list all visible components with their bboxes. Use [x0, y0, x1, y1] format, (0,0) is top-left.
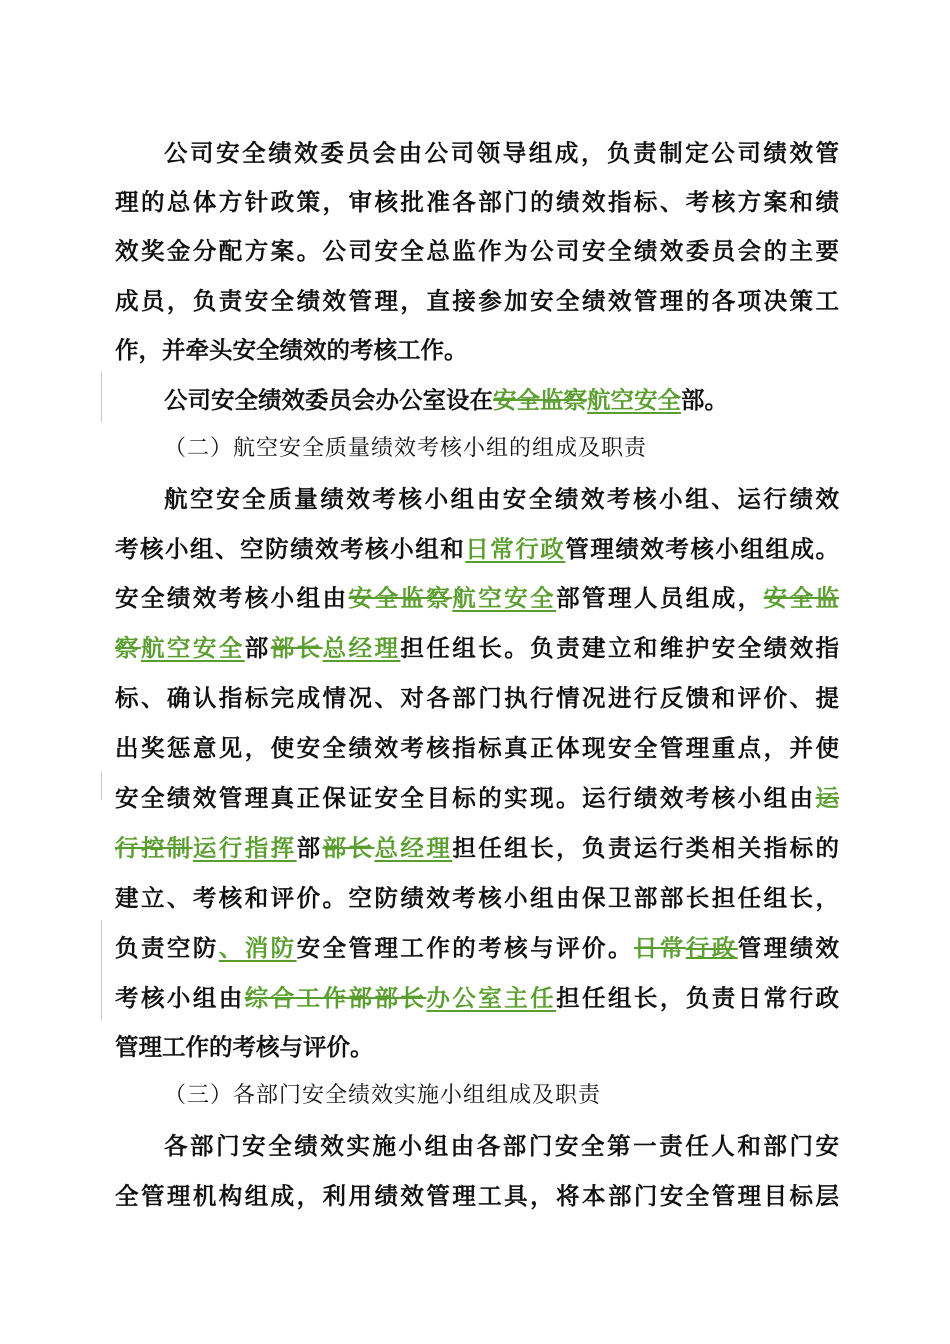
paragraph-line [115, 728, 839, 768]
body-text: 考核小组由 [115, 984, 245, 1012]
tracked-change-text: 航空安全 [452, 584, 557, 612]
body-text: 公司安全绩效委员会办公室设在 [164, 386, 493, 414]
paragraph-line [164, 1126, 839, 1166]
body-text: 管理绩效 [737, 934, 840, 962]
body-text: 公司安全绩效委员会由公司领导组成，负责制定公司绩效管 [164, 139, 839, 167]
tracked-change-text: 行政 [685, 934, 738, 962]
section-heading [164, 1076, 764, 1116]
body-text: 担任组长，负责运行类相关指标的 [452, 834, 840, 862]
tracked-change-text: 日常 [633, 934, 686, 962]
paragraph-line [115, 778, 839, 818]
body-text: 全管理机构组成，利用绩效管理工具，将本部门安全管理目标层 [115, 1182, 839, 1210]
body-text: 航空安全质量绩效考核小组由安全绩效考核小组、运行绩效 [164, 485, 839, 513]
paragraph-line [115, 231, 839, 271]
paragraph-line [115, 878, 839, 918]
body-text: 负责空防 [115, 934, 219, 962]
paragraph-line [115, 578, 839, 618]
tracked-change-text: 、消防 [218, 934, 297, 962]
paragraph-line [164, 133, 839, 173]
body-text: 考核小组、空防绩效考核小组和 [115, 535, 466, 563]
paragraph-line [164, 380, 839, 420]
body-text: （二）航空安全质量绩效考核小组的组成及职责 [164, 436, 648, 461]
body-text: 部。 [681, 386, 728, 414]
body-text: 作，并牵头安全绩效的考核工作。 [115, 336, 468, 364]
tracked-change-text: 安全监 [763, 584, 840, 612]
paragraph-line [115, 628, 839, 668]
tracked-change-text: 运 [815, 784, 839, 812]
body-text: 出奖惩意见，使安全绩效考核指标真正体现安全管理重点，并使 [115, 734, 839, 762]
tracked-change-text: 行控制 [115, 834, 193, 862]
paragraph-line [115, 330, 839, 370]
paragraph-line [115, 529, 839, 569]
body-text: 管理绩效考核小组组成。 [565, 535, 840, 563]
revision-bar [101, 772, 102, 800]
section-heading [164, 429, 764, 469]
paragraph-line [115, 678, 839, 718]
revision-bar [101, 920, 102, 1020]
tracked-change-text: 日常行政 [465, 535, 566, 563]
tracked-change-text: 航空安全 [587, 386, 681, 414]
tracked-change-text: 总经理 [322, 634, 401, 662]
paragraph-line [164, 479, 839, 519]
body-text: 标、确认指标完成情况、对各部门执行情况进行反馈和评价、提 [115, 684, 839, 712]
tracked-change-text: 航空安全 [140, 634, 245, 662]
tracked-change-text: 综合工作部部长 [244, 984, 427, 1012]
paragraph-line [115, 828, 839, 868]
tracked-change-text: 察 [115, 634, 141, 662]
body-text: 效奖金分配方案。公司安全总监作为公司安全绩效委员会的主要 [115, 237, 839, 265]
body-text: 管理工作的考核与评价。 [115, 1033, 374, 1061]
body-text: 担任组长。负责建立和维护安全绩效指 [400, 634, 840, 662]
body-text: 建立、考核和评价。空防绩效考核小组由保卫部部长担任组长， [115, 884, 839, 912]
tracked-change-text: 安全监察 [493, 386, 587, 414]
body-text: 安全绩效考核小组由 [115, 584, 349, 612]
paragraph-line [115, 182, 839, 222]
tracked-change-text: 运行指挥 [192, 834, 297, 862]
revision-bar [101, 372, 102, 422]
body-text: 理的总体方针政策，审核批准各部门的绩效指标、考核方案和绩 [115, 188, 839, 216]
paragraph-line [115, 281, 839, 321]
body-text: 部 [296, 834, 323, 862]
paragraph-line [115, 928, 839, 968]
tracked-change-text: 安全监察 [348, 584, 453, 612]
body-text: 部 [244, 634, 271, 662]
tracked-change-text: 总经理 [374, 834, 453, 862]
tracked-change-text: 部长 [270, 634, 323, 662]
body-text: 安全管理工作的考核与评价。 [296, 934, 634, 962]
body-text: （三）各部门安全绩效实施小组组成及职责 [164, 1083, 602, 1108]
tracked-change-text: 部长 [322, 834, 375, 862]
body-text: 部管理人员组成， [556, 584, 764, 612]
body-text: 担任组长，负责日常行政 [556, 984, 840, 1012]
body-text: 成员，负责安全绩效管理，直接参加安全绩效管理的各项决策工 [115, 287, 839, 315]
paragraph-line [115, 1027, 839, 1067]
paragraph-line [115, 1176, 839, 1216]
body-text: 各部门安全绩效实施小组由各部门安全第一责任人和部门安 [164, 1132, 839, 1160]
tracked-change-text: 办公室主任 [426, 984, 557, 1012]
body-text: 安全绩效管理真正保证安全目标的实现。运行绩效考核小组由 [115, 784, 816, 812]
paragraph-line [115, 978, 839, 1018]
